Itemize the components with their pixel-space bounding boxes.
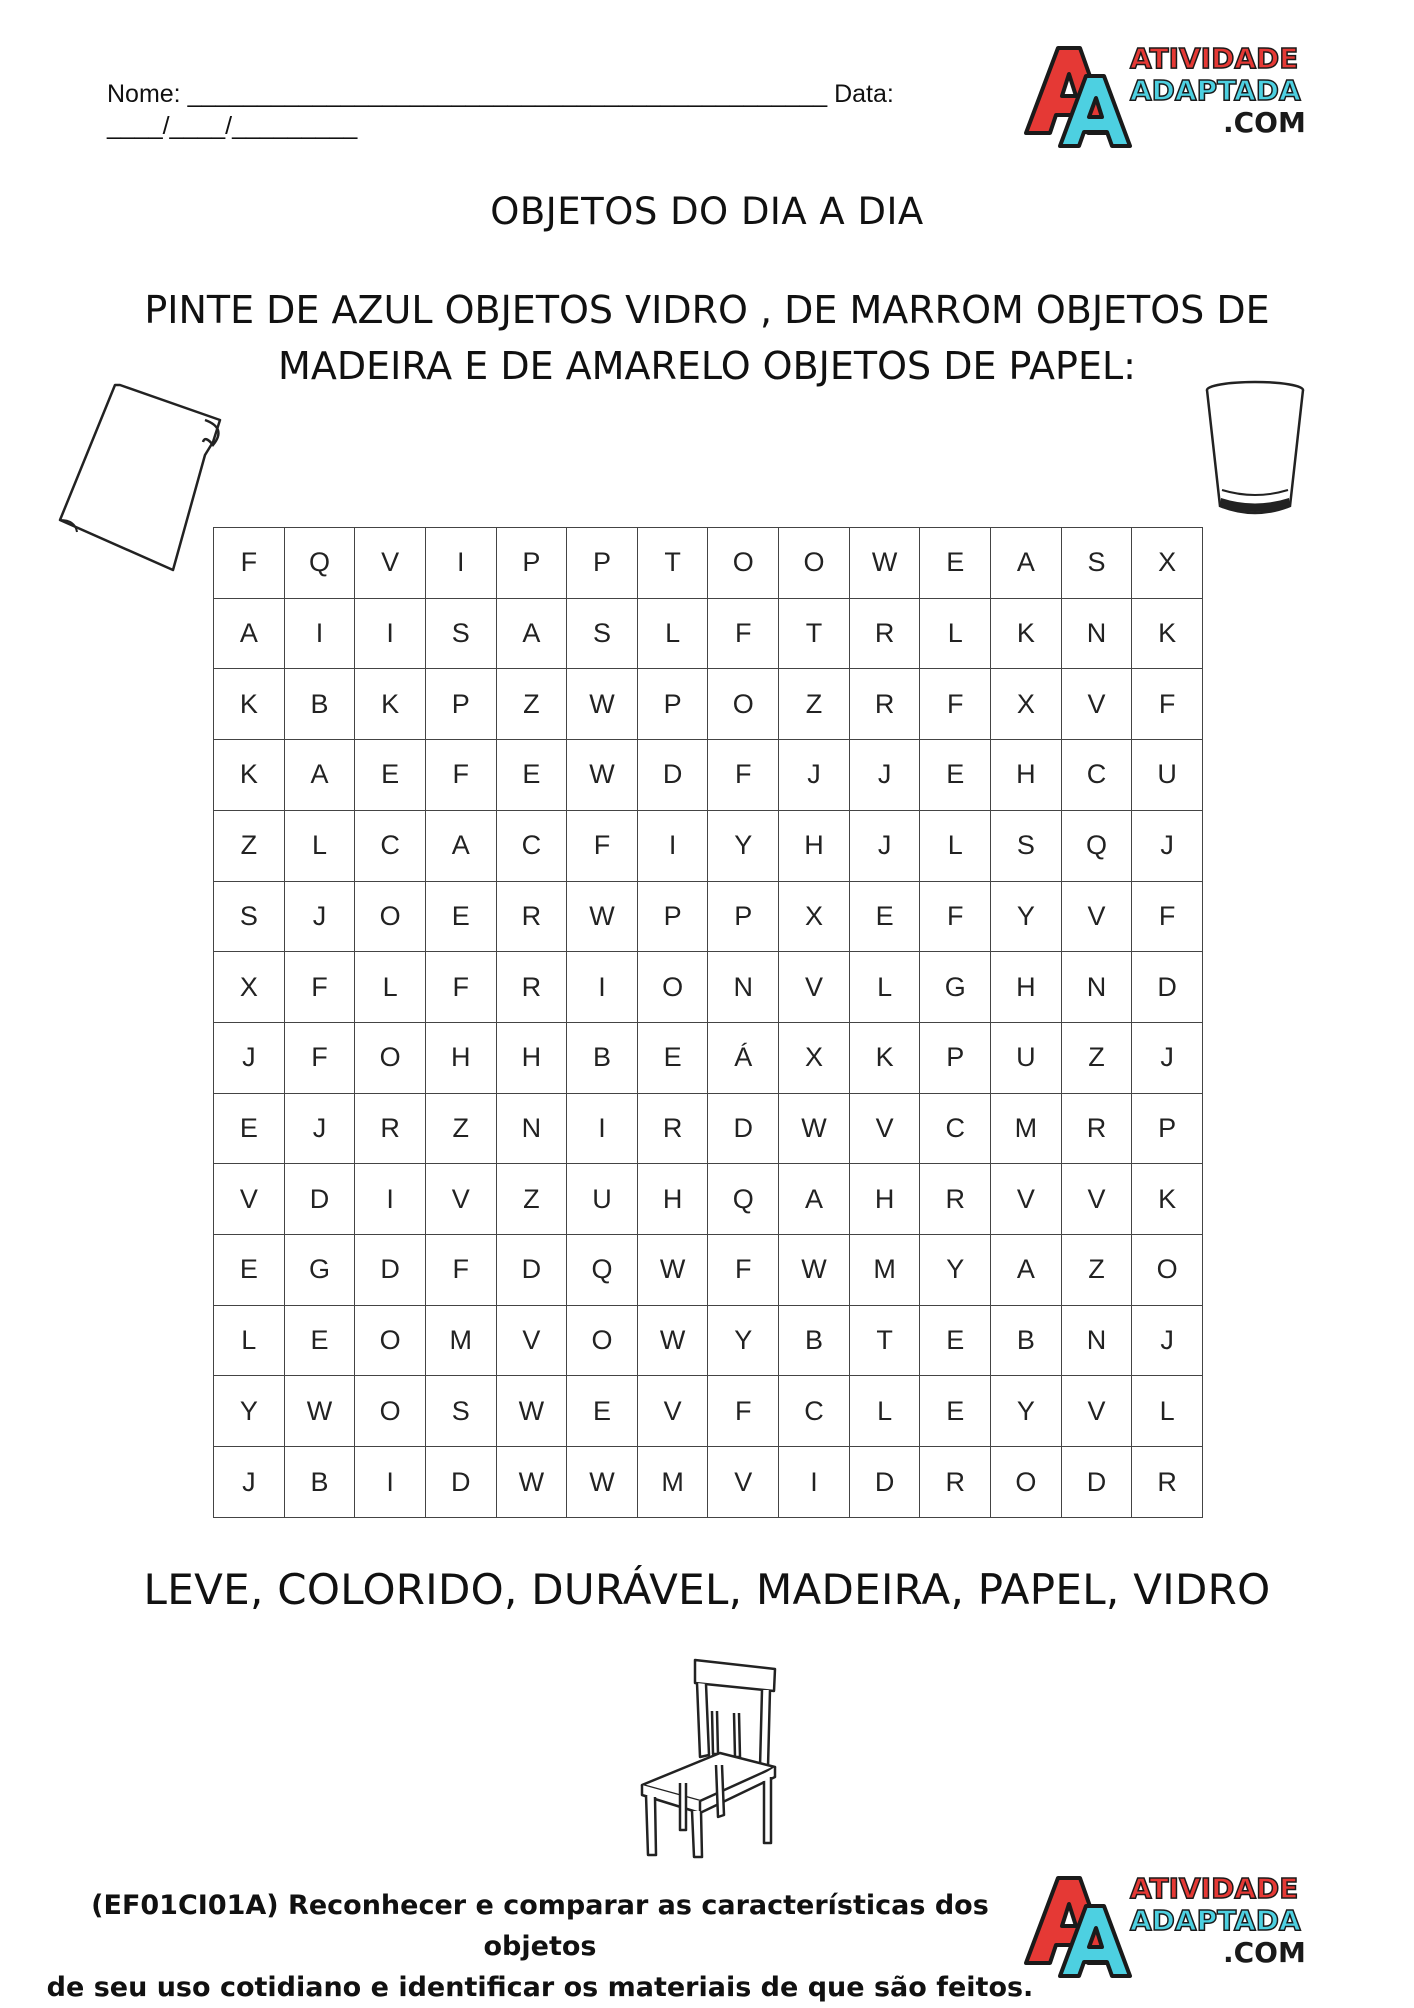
- grid-cell: R: [849, 669, 920, 740]
- paper-sheet-icon: [55, 380, 230, 575]
- grid-cell: E: [355, 740, 426, 811]
- grid-cell: D: [849, 1447, 920, 1518]
- grid-cell: K: [214, 669, 285, 740]
- grid-cell: U: [1132, 740, 1203, 811]
- worksheet-title: OBJETOS DO DIA A DIA: [490, 190, 924, 233]
- grid-cell: B: [567, 1022, 638, 1093]
- grid-cell: F: [1132, 669, 1203, 740]
- grid-row: [214, 528, 1203, 599]
- grid-cell: F: [708, 1376, 779, 1447]
- logo-text-adaptada: ADAPTADA: [1130, 1904, 1301, 1937]
- grid-cell: A: [214, 598, 285, 669]
- grid-cell: V: [779, 952, 850, 1023]
- instruction-line-1: PINTE DE AZUL OBJETOS VIDRO , DE MARROM OBJETOS DE: [144, 288, 1270, 332]
- grid-cell: I: [637, 810, 708, 881]
- grid-cell: L: [637, 598, 708, 669]
- grid-cell: I: [355, 598, 426, 669]
- grid-cell: Y: [991, 881, 1062, 952]
- grid-cell: I: [567, 952, 638, 1023]
- grid-cell: Q: [1061, 810, 1132, 881]
- grid-cell: M: [637, 1447, 708, 1518]
- grid-cell: S: [991, 810, 1062, 881]
- grid-cell: F: [920, 669, 991, 740]
- grid-cell: W: [779, 1235, 850, 1306]
- grid-cell: A: [425, 810, 496, 881]
- logo-text-atividade: ATIVIDADE: [1130, 1872, 1299, 1905]
- grid-cell: E: [920, 528, 991, 599]
- grid-cell: O: [1132, 1235, 1203, 1306]
- grid-cell: H: [849, 1164, 920, 1235]
- grid-cell: X: [1132, 528, 1203, 599]
- grid-cell: Y: [991, 1376, 1062, 1447]
- grid-cell: N: [1061, 1305, 1132, 1376]
- grid-cell: M: [991, 1093, 1062, 1164]
- grid-cell: V: [708, 1447, 779, 1518]
- grid-cell: J: [1132, 1305, 1203, 1376]
- grid-cell: W: [284, 1376, 355, 1447]
- grid-cell: D: [637, 740, 708, 811]
- grid-cell: Q: [284, 528, 355, 599]
- grid-cell: S: [214, 881, 285, 952]
- grid-cell: W: [779, 1093, 850, 1164]
- grid-cell: L: [214, 1305, 285, 1376]
- logo-text-com: .COM: [1223, 1936, 1306, 1969]
- grid-cell: W: [496, 1447, 567, 1518]
- grid-cell: D: [496, 1235, 567, 1306]
- grid-cell: B: [284, 669, 355, 740]
- grid-cell: V: [496, 1305, 567, 1376]
- grid-cell: P: [425, 669, 496, 740]
- grid-cell: H: [991, 740, 1062, 811]
- grid-cell: W: [567, 740, 638, 811]
- logo-bottom: [1018, 1868, 1308, 1983]
- word-list: LEVE, COLORIDO, DURÁVEL, MADEIRA, PAPEL, VIDRO: [143, 1565, 1271, 1614]
- grid-cell: C: [779, 1376, 850, 1447]
- grid-cell: F: [284, 952, 355, 1023]
- grid-cell: Q: [708, 1164, 779, 1235]
- grid-cell: F: [425, 952, 496, 1023]
- grid-cell: M: [849, 1235, 920, 1306]
- word-search-grid: [213, 527, 1203, 1518]
- grid-cell: D: [708, 1093, 779, 1164]
- grid-cell: A: [779, 1164, 850, 1235]
- grid-cell: W: [567, 669, 638, 740]
- grid-cell: V: [849, 1093, 920, 1164]
- grid-cell: Y: [214, 1376, 285, 1447]
- grid-cell: F: [425, 740, 496, 811]
- grid-cell: E: [214, 1093, 285, 1164]
- grid-cell: D: [355, 1235, 426, 1306]
- glass-cup-icon: [1200, 378, 1310, 523]
- grid-cell: K: [1132, 1164, 1203, 1235]
- grid-cell: T: [849, 1305, 920, 1376]
- grid-cell: V: [991, 1164, 1062, 1235]
- grid-cell: W: [637, 1305, 708, 1376]
- grid-cell: I: [425, 528, 496, 599]
- grid-cell: F: [425, 1235, 496, 1306]
- grid-cell: M: [425, 1305, 496, 1376]
- grid-cell: P: [637, 669, 708, 740]
- grid-cell: J: [284, 881, 355, 952]
- grid-cell: H: [779, 810, 850, 881]
- grid-cell: F: [567, 810, 638, 881]
- grid-cell: L: [849, 952, 920, 1023]
- grid-cell: Y: [708, 1305, 779, 1376]
- grid-cell: O: [708, 669, 779, 740]
- grid-cell: H: [991, 952, 1062, 1023]
- footer-line-2: de seu uso cotidiano e identificar os materiais de que são feitos.: [46, 1972, 1034, 2003]
- grid-cell: T: [779, 598, 850, 669]
- grid-cell: O: [355, 1376, 426, 1447]
- grid-cell: C: [496, 810, 567, 881]
- grid-row: [214, 1447, 1203, 1518]
- grid-row: [214, 810, 1203, 881]
- grid-cell: V: [637, 1376, 708, 1447]
- grid-cell: I: [567, 1093, 638, 1164]
- grid-cell: E: [496, 740, 567, 811]
- grid-row: [214, 1164, 1203, 1235]
- grid-cell: N: [1061, 598, 1132, 669]
- grid-cell: O: [637, 952, 708, 1023]
- grid-cell: S: [425, 1376, 496, 1447]
- grid-cell: K: [849, 1022, 920, 1093]
- grid-cell: P: [1132, 1093, 1203, 1164]
- grid-cell: Z: [214, 810, 285, 881]
- grid-cell: A: [496, 598, 567, 669]
- grid-cell: X: [779, 881, 850, 952]
- logo-text-adaptada: ADAPTADA: [1130, 74, 1301, 107]
- grid-cell: O: [567, 1305, 638, 1376]
- grid-cell: O: [708, 528, 779, 599]
- grid-cell: N: [708, 952, 779, 1023]
- grid-cell: D: [1132, 952, 1203, 1023]
- grid-row: [214, 598, 1203, 669]
- grid-cell: P: [567, 528, 638, 599]
- footer-objective: [40, 1885, 1040, 2008]
- grid-row: [214, 1093, 1203, 1164]
- grid-cell: P: [920, 1022, 991, 1093]
- grid-cell: V: [1061, 1164, 1132, 1235]
- grid-cell: S: [567, 598, 638, 669]
- grid-cell: R: [496, 881, 567, 952]
- grid-cell: K: [355, 669, 426, 740]
- grid-cell: L: [920, 810, 991, 881]
- grid-cell: S: [425, 598, 496, 669]
- grid-cell: X: [214, 952, 285, 1023]
- grid-cell: P: [496, 528, 567, 599]
- grid-row: [214, 881, 1203, 952]
- grid-cell: U: [567, 1164, 638, 1235]
- grid-cell: J: [779, 740, 850, 811]
- date-blank-line: ____/____/_________: [107, 112, 358, 140]
- grid-cell: N: [496, 1093, 567, 1164]
- grid-cell: Z: [1061, 1022, 1132, 1093]
- grid-cell: L: [920, 598, 991, 669]
- grid-cell: A: [991, 1235, 1062, 1306]
- grid-cell: G: [920, 952, 991, 1023]
- logo-top: [1018, 38, 1308, 153]
- grid-cell: U: [991, 1022, 1062, 1093]
- grid-cell: F: [1132, 881, 1203, 952]
- grid-cell: Z: [496, 1164, 567, 1235]
- grid-cell: J: [849, 810, 920, 881]
- grid-cell: R: [920, 1447, 991, 1518]
- grid-cell: V: [1061, 669, 1132, 740]
- instruction-line-2: MADEIRA E DE AMARELO OBJETOS DE PAPEL:: [278, 344, 1136, 388]
- logo-text-com: .COM: [1223, 106, 1306, 139]
- grid-cell: V: [425, 1164, 496, 1235]
- grid-cell: G: [284, 1235, 355, 1306]
- grid-cell: I: [284, 598, 355, 669]
- grid-cell: W: [567, 881, 638, 952]
- grid-cell: Z: [496, 669, 567, 740]
- grid-cell: O: [355, 1305, 426, 1376]
- grid-cell: F: [920, 881, 991, 952]
- grid-cell: E: [567, 1376, 638, 1447]
- grid-cell: R: [849, 598, 920, 669]
- grid-row: [214, 1376, 1203, 1447]
- grid-cell: K: [1132, 598, 1203, 669]
- grid-cell: Y: [708, 810, 779, 881]
- grid-cell: R: [1132, 1447, 1203, 1518]
- grid-cell: W: [496, 1376, 567, 1447]
- grid-row: [214, 740, 1203, 811]
- grid-cell: E: [425, 881, 496, 952]
- grid-cell: R: [1061, 1093, 1132, 1164]
- grid-cell: L: [1132, 1376, 1203, 1447]
- grid-cell: E: [849, 881, 920, 952]
- grid-cell: D: [425, 1447, 496, 1518]
- grid-cell: Z: [779, 669, 850, 740]
- grid-cell: L: [849, 1376, 920, 1447]
- grid-cell: F: [214, 528, 285, 599]
- grid-cell: A: [991, 528, 1062, 599]
- grid-cell: Q: [567, 1235, 638, 1306]
- grid-cell: P: [637, 881, 708, 952]
- grid-cell: V: [1061, 1376, 1132, 1447]
- grid-cell: C: [355, 810, 426, 881]
- grid-cell: S: [1061, 528, 1132, 599]
- grid-cell: F: [708, 1235, 779, 1306]
- grid-cell: O: [779, 528, 850, 599]
- grid-cell: F: [708, 740, 779, 811]
- grid-cell: J: [284, 1093, 355, 1164]
- grid-cell: C: [920, 1093, 991, 1164]
- grid-cell: F: [708, 598, 779, 669]
- grid-cell: Á: [708, 1022, 779, 1093]
- grid-cell: V: [355, 528, 426, 599]
- grid-cell: E: [920, 1305, 991, 1376]
- grid-cell: Y: [920, 1235, 991, 1306]
- grid-cell: O: [355, 1022, 426, 1093]
- grid-cell: R: [496, 952, 567, 1023]
- grid-cell: V: [1061, 881, 1132, 952]
- grid-cell: Z: [425, 1093, 496, 1164]
- grid-cell: L: [284, 810, 355, 881]
- grid-cell: P: [708, 881, 779, 952]
- grid-cell: J: [849, 740, 920, 811]
- grid-cell: I: [779, 1447, 850, 1518]
- grid-cell: C: [1061, 740, 1132, 811]
- grid-cell: E: [214, 1235, 285, 1306]
- footer-line-1: (EF01CI01A) Reconhecer e comparar as características dos objetos: [91, 1890, 989, 1962]
- grid-cell: E: [920, 1376, 991, 1447]
- name-date-line: Nome: ______________________________________________ Data:: [107, 80, 894, 108]
- wooden-chair-icon: [640, 1655, 780, 1860]
- grid-cell: B: [779, 1305, 850, 1376]
- grid-cell: H: [425, 1022, 496, 1093]
- grid-cell: X: [779, 1022, 850, 1093]
- grid-cell: T: [637, 528, 708, 599]
- grid-cell: K: [214, 740, 285, 811]
- grid-cell: E: [637, 1022, 708, 1093]
- grid-cell: F: [284, 1022, 355, 1093]
- grid-cell: O: [991, 1447, 1062, 1518]
- grid-row: [214, 1235, 1203, 1306]
- grid-cell: R: [637, 1093, 708, 1164]
- grid-cell: H: [637, 1164, 708, 1235]
- grid-cell: N: [1061, 952, 1132, 1023]
- grid-cell: B: [991, 1305, 1062, 1376]
- logo-text-atividade: ATIVIDADE: [1130, 42, 1299, 75]
- grid-row: [214, 669, 1203, 740]
- grid-cell: I: [355, 1447, 426, 1518]
- grid-cell: B: [284, 1447, 355, 1518]
- grid-cell: W: [567, 1447, 638, 1518]
- grid-cell: O: [355, 881, 426, 952]
- grid-cell: J: [1132, 1022, 1203, 1093]
- grid-cell: V: [214, 1164, 285, 1235]
- grid-cell: Z: [1061, 1235, 1132, 1306]
- grid-cell: X: [991, 669, 1062, 740]
- grid-cell: J: [214, 1022, 285, 1093]
- grid-cell: L: [355, 952, 426, 1023]
- grid-cell: D: [284, 1164, 355, 1235]
- grid-cell: W: [849, 528, 920, 599]
- grid-cell: I: [355, 1164, 426, 1235]
- grid-cell: R: [355, 1093, 426, 1164]
- grid-cell: D: [1061, 1447, 1132, 1518]
- grid-cell: J: [214, 1447, 285, 1518]
- grid-cell: H: [496, 1022, 567, 1093]
- grid-cell: E: [920, 740, 991, 811]
- grid-cell: J: [1132, 810, 1203, 881]
- grid-cell: R: [920, 1164, 991, 1235]
- grid-cell: A: [284, 740, 355, 811]
- grid-row: [214, 952, 1203, 1023]
- grid-cell: W: [637, 1235, 708, 1306]
- grid-cell: E: [284, 1305, 355, 1376]
- grid-row: [214, 1022, 1203, 1093]
- grid-row: [214, 1305, 1203, 1376]
- grid-cell: K: [991, 598, 1062, 669]
